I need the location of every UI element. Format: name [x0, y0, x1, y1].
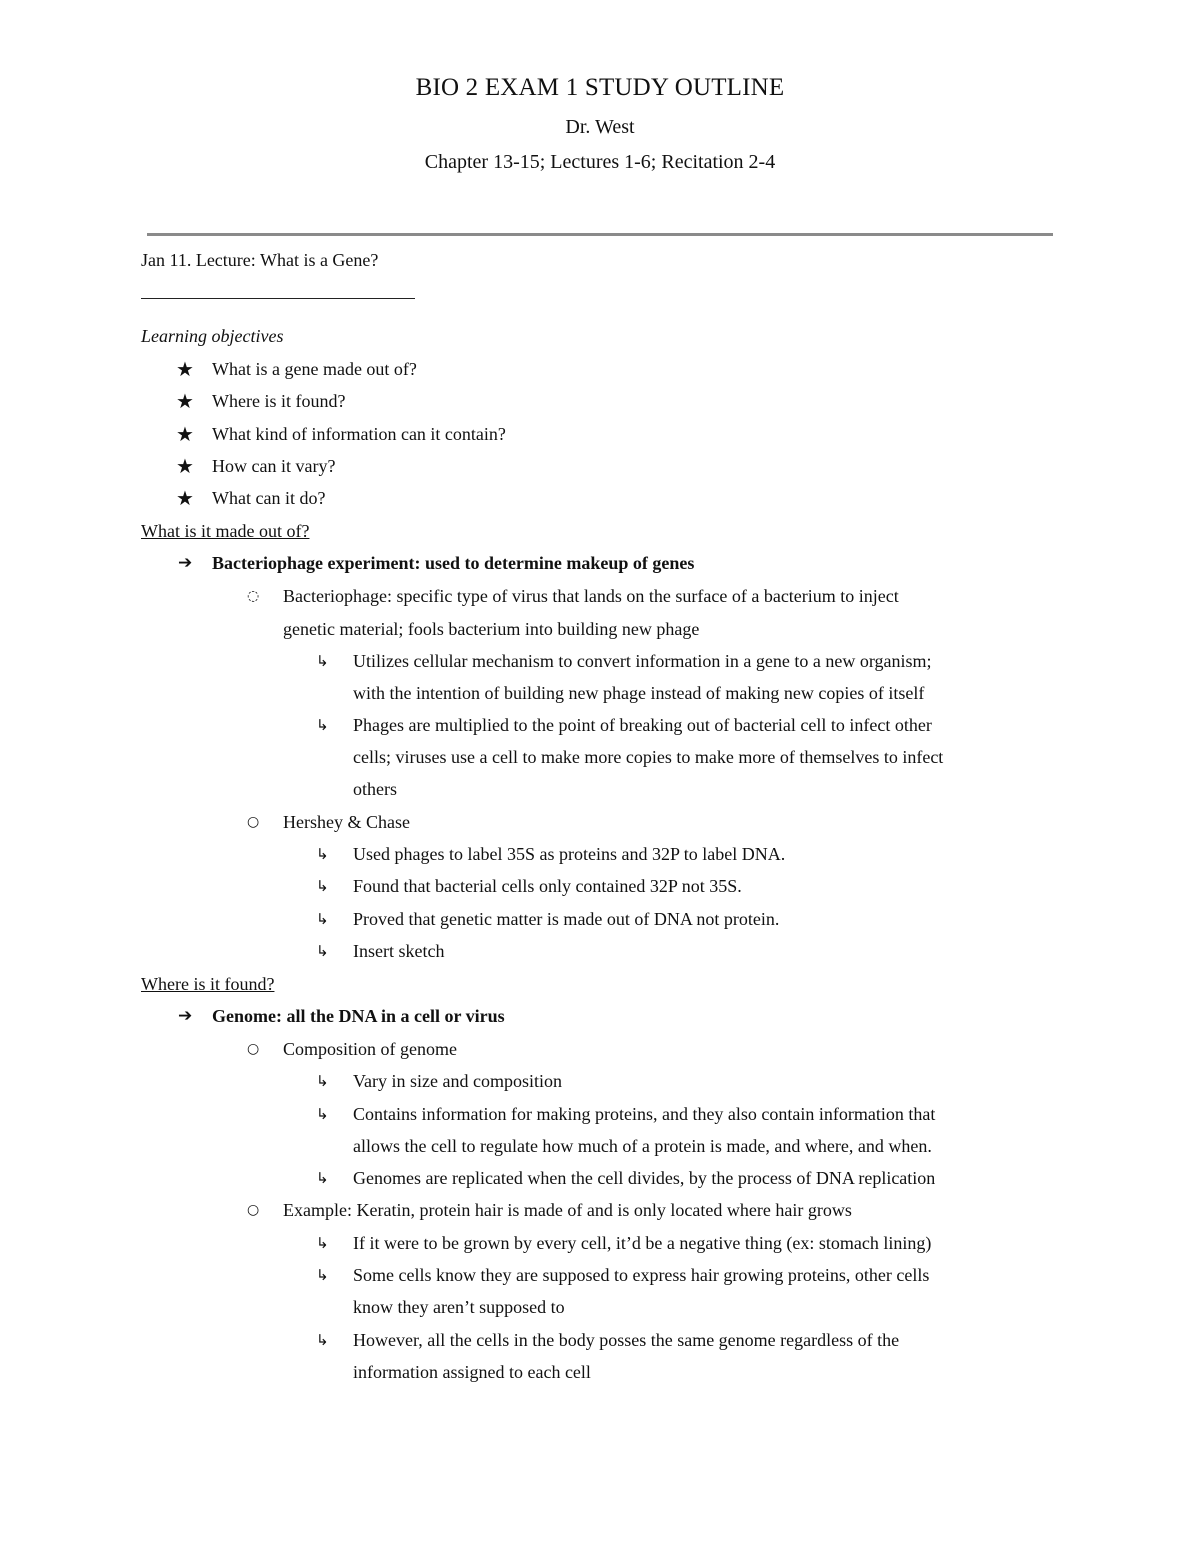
phage-multiply-cont: cells; viruses use a cell to make more copies to make more of themselves to infect — [353, 747, 944, 767]
star-bullet-icon: ★ — [176, 357, 194, 381]
hook-arrow-icon: ↳ — [316, 845, 329, 863]
phage-multiply-cont2: others — [353, 779, 397, 799]
arrow-bullet-icon: ➔ — [178, 1006, 193, 1026]
example-item-cont: information assigned to each cell — [353, 1362, 591, 1382]
composition-item: Genomes are replicated when the cell divides, by the process of DNA replication — [353, 1168, 936, 1188]
hook-arrow-icon: ↳ — [316, 1331, 329, 1349]
phage-mechanism-cont: with the intention of building new phage instead of making new copies of itself — [353, 683, 925, 703]
phage-multiply: Phages are multiplied to the point of breaking out of bacterial cell to infect other — [353, 715, 932, 735]
keratin-example: Example: Keratin, protein hair is made of and is only located where hair grows — [283, 1200, 852, 1220]
example-item: If it were to be grown by every cell, it’d be a negative thing (ex: stomach lining) — [353, 1233, 932, 1253]
composition-item: Contains information for making proteins, and they also contain information that — [353, 1104, 936, 1124]
coverage-line: Chapter 13-15; Lectures 1-6; Recitation 2-4 — [424, 151, 776, 173]
dotted-circle-bullet-icon: ◌ — [247, 588, 260, 604]
document-title: BIO 2 EXAM 1 STUDY OUTLINE — [415, 74, 785, 101]
bacteriophage-experiment: Bacteriophage experiment: used to determine makeup of genes — [212, 553, 695, 573]
composition-item-cont: allows the cell to regulate how much of a protein is made, and where, and when. — [353, 1136, 932, 1156]
composition-label: Composition of genome — [283, 1039, 457, 1059]
hershey-item: Found that bacterial cells only contained 32P not 35S. — [353, 876, 742, 896]
hershey-chase-label: Hershey & Chase — [283, 812, 410, 832]
circle-bullet-icon: ○ — [247, 1041, 260, 1057]
genome-definition: Genome: all the DNA in a cell or virus — [212, 1006, 505, 1026]
section-heading-made-of: What is it made out of? — [141, 521, 310, 541]
objective-item: What kind of information can it contain? — [212, 424, 506, 444]
objective-item: How can it vary? — [212, 456, 336, 476]
bacteriophage-definition: Bacteriophage: specific type of virus that lands on the surface of a bacterium to inject — [283, 586, 899, 606]
star-bullet-icon: ★ — [176, 486, 194, 510]
objective-item: What can it do? — [212, 488, 326, 508]
phage-mechanism: Utilizes cellular mechanism to convert information in a gene to a new organism; — [353, 651, 932, 671]
hook-arrow-icon: ↳ — [316, 1234, 329, 1252]
hook-arrow-icon: ↳ — [316, 1169, 329, 1187]
hook-arrow-icon: ↳ — [316, 1266, 329, 1284]
horizontal-divider — [147, 233, 1053, 236]
hook-arrow-icon: ↳ — [316, 877, 329, 895]
star-bullet-icon: ★ — [176, 454, 194, 478]
hershey-item: Proved that genetic matter is made out of DNA not protein. — [353, 909, 780, 929]
objectives-label: Learning objectives — [141, 326, 284, 346]
section-heading-where-found: Where is it found? — [141, 974, 275, 994]
circle-bullet-icon: ○ — [247, 1202, 260, 1218]
star-bullet-icon: ★ — [176, 422, 194, 446]
example-item: However, all the cells in the body posses the same genome regardless of the — [353, 1330, 900, 1350]
short-divider — [141, 298, 415, 299]
circle-bullet-icon: ○ — [247, 814, 260, 830]
hook-arrow-icon: ↳ — [316, 1072, 329, 1090]
hook-arrow-icon: ↳ — [316, 910, 329, 928]
hershey-item: Insert sketch — [353, 941, 445, 961]
instructor-name: Dr. West — [565, 116, 635, 138]
star-bullet-icon: ★ — [176, 389, 194, 413]
composition-item: Vary in size and composition — [353, 1071, 562, 1091]
hershey-item: Used phages to label 35S as proteins and 32P to label DNA. — [353, 844, 786, 864]
hook-arrow-icon: ↳ — [316, 1105, 329, 1123]
bacteriophage-definition-cont: genetic material; fools bacterium into building new phage — [283, 619, 700, 639]
hook-arrow-icon: ↳ — [316, 652, 329, 670]
lecture-title: Jan 11. Lecture: What is a Gene? — [141, 250, 379, 270]
arrow-bullet-icon: ➔ — [178, 553, 193, 573]
hook-arrow-icon: ↳ — [316, 942, 329, 960]
hook-arrow-icon: ↳ — [316, 716, 329, 734]
objective-item: Where is it found? — [212, 391, 346, 411]
objective-item: What is a gene made out of? — [212, 359, 417, 379]
example-item-cont: know they aren’t supposed to — [353, 1297, 565, 1317]
example-item: Some cells know they are supposed to express hair growing proteins, other cells — [353, 1265, 930, 1285]
